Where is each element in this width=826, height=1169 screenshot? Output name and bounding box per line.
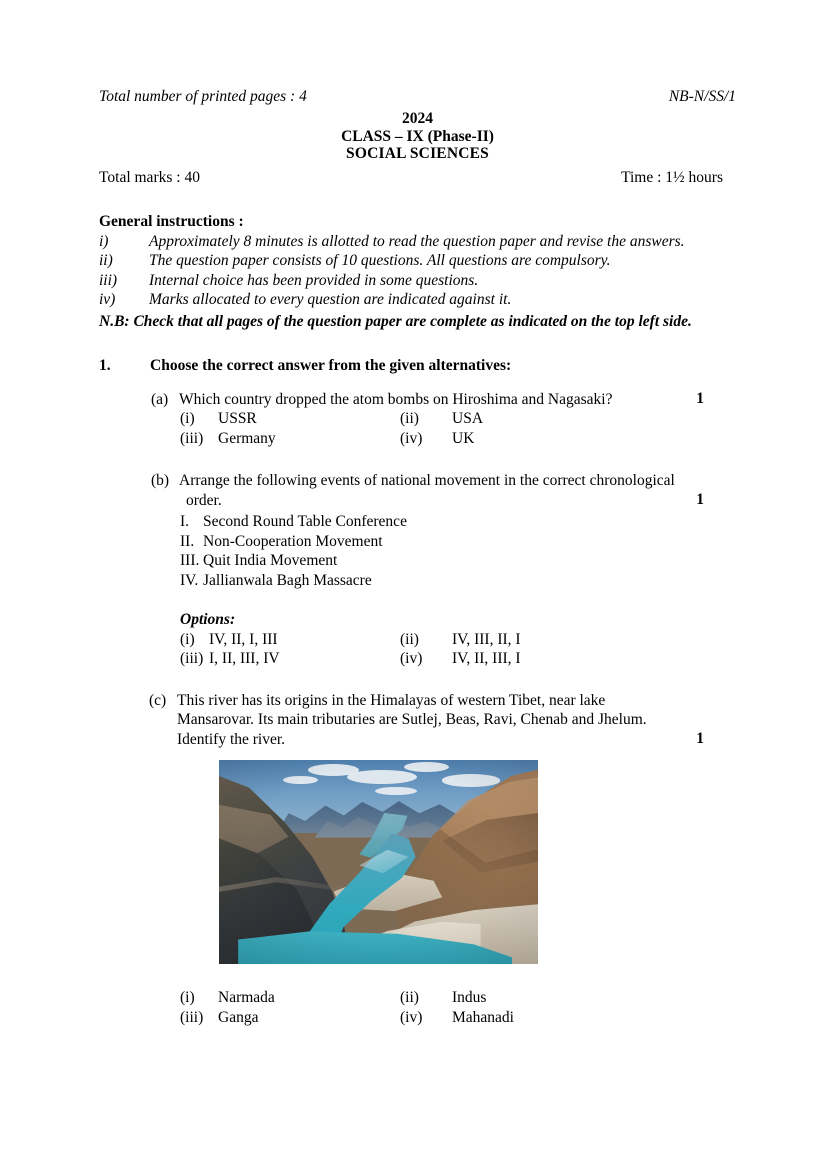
page-content (99, 88, 736, 1027)
option-value[interactable]: Narmada (218, 989, 275, 1006)
question-heading: Choose the correct answer from the given alternatives: (150, 356, 512, 374)
instruction-item (99, 290, 736, 310)
question-number: 1. (99, 356, 111, 374)
instruction-text: The question paper consists of 10 questions. All questions are compulsory. (149, 252, 611, 269)
event-value: Quit India Movement (203, 552, 338, 569)
option-value[interactable]: UK (452, 429, 475, 447)
option-key[interactable]: (i) (180, 410, 195, 427)
photo-vignette (219, 760, 538, 964)
part-b-option-row (99, 630, 736, 650)
exam-title-block (99, 110, 736, 163)
question-1 (99, 356, 736, 1028)
part-label-b: (b) (151, 472, 170, 489)
option-value[interactable]: IV, II, I, III (209, 630, 278, 648)
event-value: Non-Cooperation Movement (203, 532, 383, 550)
question-1-part-c (99, 691, 736, 1028)
event-value: Second Round Table Conference (203, 513, 407, 530)
part-b-mark: 1 (696, 490, 704, 508)
option-value[interactable]: USA (452, 410, 484, 427)
total-marks-label: Total marks : 40 (99, 168, 200, 186)
part-label-a: (a) (151, 390, 169, 408)
option-value[interactable]: Germany (218, 429, 276, 447)
option-value[interactable]: USSR (218, 410, 257, 427)
question-1-part-a (99, 390, 736, 449)
option-key[interactable]: (i) (180, 989, 195, 1006)
instruction-text: Approximately 8 minutes is allotted to read the question paper and revise the answers. (149, 232, 685, 250)
instruction-text: Marks allocated to every question are indicated against it. (149, 291, 512, 308)
exam-year: 2024 (402, 110, 433, 127)
instruction-number: iii) (99, 271, 118, 289)
header-row (99, 88, 736, 108)
question-1-heading-row (99, 356, 736, 376)
instruction-item (99, 232, 736, 252)
option-key[interactable]: (iii) (180, 650, 204, 667)
option-key[interactable]: (iv) (400, 1008, 423, 1026)
part-a-option-row (99, 429, 736, 449)
part-b-option-row (99, 649, 736, 669)
part-c-text-line3: Identify the river. (177, 730, 286, 748)
instruction-number: i) (99, 232, 109, 250)
general-instructions (99, 212, 736, 332)
option-value[interactable]: Mahanadi (452, 1008, 514, 1026)
option-key[interactable]: (iii) (180, 1008, 204, 1026)
event-key: IV. (180, 571, 199, 589)
question-1-part-b (99, 471, 736, 669)
option-key[interactable]: (iv) (400, 650, 423, 667)
event-row (99, 532, 736, 552)
part-c-text-line2: Mansarovar. Its main tributaries are Sutlej, Beas, Ravi, Chenab and Jhelum. (177, 711, 647, 728)
instruction-item (99, 271, 736, 291)
part-a-option-row (99, 409, 736, 429)
part-c-option-row (99, 1008, 736, 1028)
option-key[interactable]: (ii) (400, 630, 419, 648)
instruction-item (99, 251, 736, 271)
event-key: III. (180, 552, 200, 569)
part-b-options-title: Options: (180, 611, 236, 628)
part-c-text-line1: This river has its origins in the Himalayas of western Tibet, near lake (177, 691, 606, 709)
event-row (99, 512, 736, 532)
part-a-text: Which country dropped the atom bombs on Hiroshima and Nagasaki? (179, 390, 613, 408)
part-b-text-line2: order. (186, 491, 222, 509)
part-b-text-line1: Arrange the following events of national movement in the correct chronological (179, 472, 675, 489)
instruction-number: ii) (99, 252, 113, 269)
event-key: II. (180, 532, 195, 550)
part-a-mark: 1 (696, 389, 704, 407)
exam-class: CLASS – IX (Phase-II) (341, 127, 494, 145)
option-key[interactable]: (iv) (400, 429, 423, 447)
option-key[interactable]: (ii) (400, 410, 419, 427)
exam-subject: SOCIAL SCIENCES (346, 145, 489, 162)
instructions-note: N.B: Check that all pages of the question paper are complete as indicated on the top left side. (99, 312, 692, 330)
option-value[interactable]: IV, III, II, I (452, 630, 521, 648)
instruction-text: Internal choice has been provided in some questions. (149, 271, 479, 289)
option-key[interactable]: (i) (180, 630, 195, 648)
event-row (99, 571, 736, 591)
option-key[interactable]: (ii) (400, 989, 419, 1006)
event-key: I. (180, 513, 190, 530)
event-value: Jallianwala Bagh Massacre (203, 571, 372, 589)
option-value[interactable]: Ganga (218, 1008, 259, 1026)
part-b-event-list (99, 512, 736, 590)
himalayan-river-valley-photo (219, 760, 538, 964)
part-c-option-row (99, 988, 736, 1008)
option-value[interactable]: Indus (452, 989, 487, 1006)
part-c-mark: 1 (696, 729, 704, 747)
paper-code-label: NB-N/SS/1 (668, 88, 736, 105)
general-instructions-title: General instructions : (99, 212, 244, 230)
event-row (99, 551, 736, 571)
photo-canvas (219, 760, 538, 964)
time-label: Time : 1½ hours (621, 168, 723, 186)
option-value[interactable]: IV, II, III, I (452, 650, 521, 667)
instruction-number: iv) (99, 291, 116, 308)
marks-time-row (99, 169, 736, 191)
option-key[interactable]: (iii) (180, 429, 204, 447)
option-value[interactable]: I, II, III, IV (209, 650, 280, 667)
part-label-c: (c) (149, 691, 167, 709)
printed-pages-label: Total number of printed pages : 4 (99, 88, 307, 105)
